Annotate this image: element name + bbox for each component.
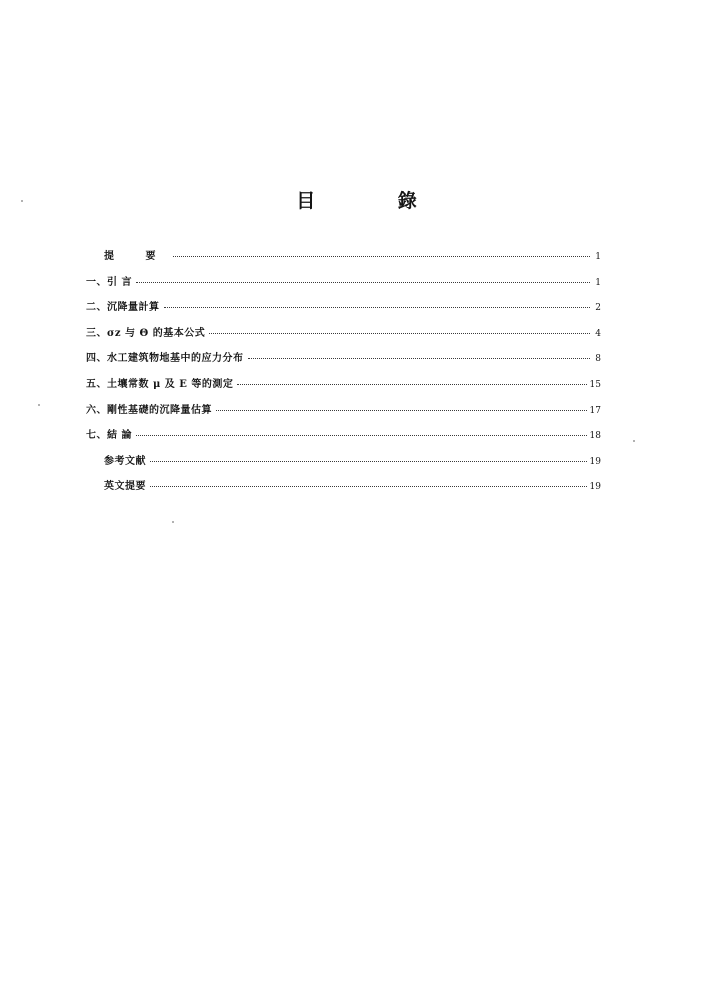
dot-leader	[216, 410, 587, 411]
dot-leader	[173, 256, 590, 257]
toc-entry-label: 英文提要	[104, 481, 146, 493]
toc-entry	[86, 477, 601, 503]
toc-entry-label: 六、剛性基礎的沉降量估算	[86, 404, 212, 416]
toc-entry	[86, 452, 601, 478]
toc-entry-label: 四、水工建筑物地基中的应力分布	[86, 353, 244, 365]
toc-entry-label: 一、引 言	[86, 276, 132, 288]
toc-entry	[86, 273, 601, 299]
page-title: 目 錄	[296, 190, 455, 212]
toc-entry-page: 8	[595, 354, 601, 365]
dot-leader	[209, 333, 590, 334]
speck	[21, 200, 23, 202]
toc-entry-label: 三、σz 与 Θ 的基本公式	[86, 327, 206, 339]
toc-entry-page: 15	[589, 379, 601, 390]
dot-leader	[136, 435, 587, 436]
dot-leader	[237, 384, 586, 385]
toc-entry	[86, 324, 601, 350]
dot-leader	[150, 486, 587, 487]
toc-entry-page: 1	[595, 277, 601, 288]
toc-entry	[86, 375, 601, 401]
toc-entry-label: 参考文献	[104, 455, 146, 467]
toc-entry-page: 18	[589, 431, 601, 442]
toc-entry-page: 19	[589, 482, 601, 493]
toc-entry-page: 2	[595, 303, 601, 314]
dot-leader	[136, 282, 590, 283]
dot-leader	[248, 358, 591, 359]
toc-entry	[86, 349, 601, 375]
speck	[172, 521, 174, 523]
toc-entry-page: 19	[589, 456, 601, 467]
dot-leader	[150, 461, 587, 462]
toc-entry-label: 提 要	[104, 251, 170, 262]
toc-entry	[86, 426, 601, 452]
toc-entry-page: 4	[595, 328, 601, 339]
toc-entry	[86, 298, 601, 324]
speck	[38, 404, 40, 406]
table-of-contents	[86, 247, 601, 503]
toc-entry-label: 二、沉降量計算	[86, 302, 160, 314]
toc-entry-page: 17	[589, 405, 601, 416]
toc-entry	[86, 401, 601, 427]
toc-entry-page: 1	[595, 252, 601, 262]
toc-entry-label: 七、結 論	[86, 430, 132, 442]
toc-entry-label: 五、土壤常数 μ 及 E 等的測定	[86, 378, 234, 390]
speck	[633, 440, 635, 442]
toc-entry	[86, 247, 601, 273]
dot-leader	[164, 307, 591, 308]
